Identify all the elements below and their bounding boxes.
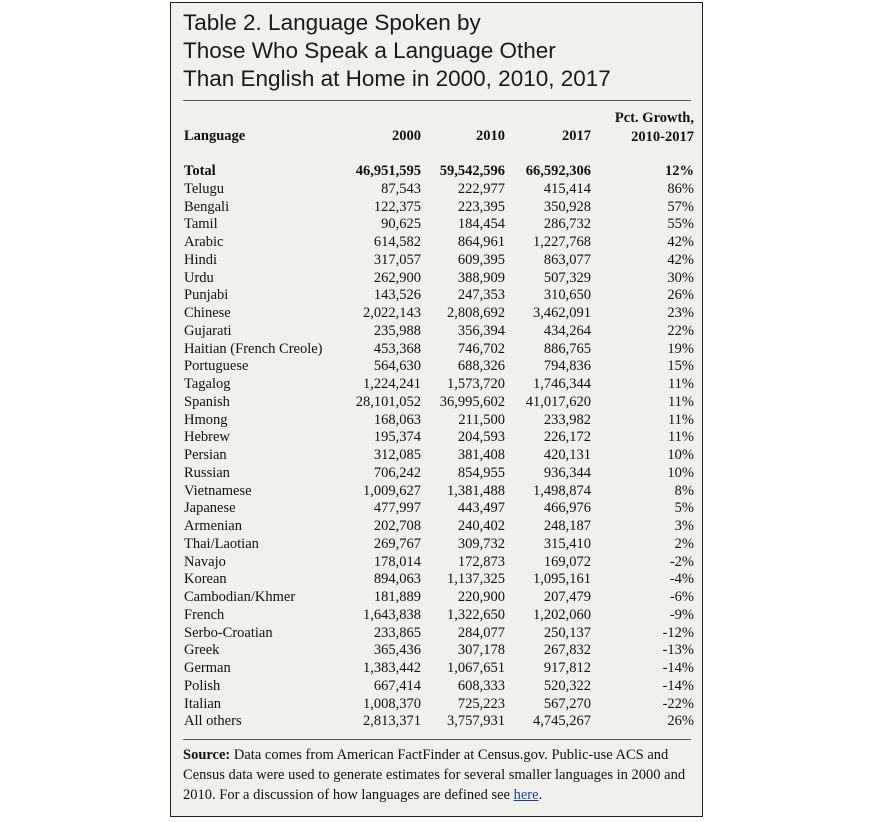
cell-2017: 567,270	[543, 695, 591, 712]
cell-growth: -22%	[662, 695, 694, 712]
cell-growth: -4%	[669, 571, 694, 588]
cell-2000: 894,063	[373, 571, 421, 588]
table-row	[171, 376, 704, 394]
table-row-total	[171, 163, 704, 181]
cell-2017: 310,650	[543, 287, 591, 304]
cell-language: Italian	[184, 695, 222, 712]
cell-2000: 564,630	[373, 358, 421, 375]
cell-growth: 11%	[667, 376, 694, 392]
cell-growth: -12%	[662, 624, 694, 641]
table-row	[171, 625, 704, 643]
cell-2010: 284,077	[457, 624, 505, 641]
cell-2010: 223,395	[457, 198, 505, 215]
cell-language: Thai/Laotian	[184, 535, 259, 552]
table-row	[171, 447, 704, 465]
cell-growth: -13%	[662, 642, 694, 659]
cell-growth: -2%	[669, 553, 694, 570]
cell-2017: 226,172	[543, 429, 591, 446]
cell-2000: 269,767	[373, 535, 421, 552]
cell-2000: 1,008,370	[363, 695, 421, 712]
cell-2017: 41,017,620	[525, 393, 591, 410]
cell-2010: 443,497	[457, 500, 505, 517]
title-line: Table 2. Language Spoken by	[183, 10, 481, 35]
cell-2000: 453,368	[373, 340, 421, 357]
table-row	[171, 483, 704, 501]
table-row	[171, 394, 704, 412]
table-row	[171, 571, 704, 589]
cell-2000: 706,242	[373, 464, 421, 481]
cell-growth: 42%	[667, 234, 694, 250]
cell-language: Telugu	[184, 180, 225, 197]
cell-growth: 23%	[667, 305, 694, 321]
cell-2000: 233,865	[373, 624, 421, 641]
cell-growth: 5%	[674, 500, 694, 517]
cell-growth: 2%	[674, 535, 694, 552]
cell-2010: 184,454	[457, 216, 505, 233]
table-row	[171, 465, 704, 483]
cell-growth: 57%	[667, 198, 694, 215]
cell-2017: 233,982	[543, 411, 591, 428]
cell-growth: 10%	[667, 464, 694, 481]
cell-language: Persian	[184, 447, 227, 463]
cell-2017: 917,812	[543, 660, 591, 676]
table-row	[171, 287, 704, 305]
cell-2000: 1,009,627	[363, 482, 421, 499]
cell-2017: 1,095,161	[533, 571, 591, 588]
cell-2017: 415,414	[543, 180, 591, 197]
cell-2017: 286,732	[543, 216, 591, 233]
cell-language: Urdu	[184, 269, 214, 286]
cell-2017: 1,227,768	[533, 234, 591, 250]
cell-language: Hmong	[184, 411, 228, 428]
table-row	[171, 607, 704, 625]
cell-2010: 307,178	[457, 642, 505, 659]
cell-language: Arabic	[184, 234, 224, 250]
cell-2000: 2,813,371	[363, 713, 421, 730]
table-row	[171, 252, 704, 270]
cell-2010: 309,732	[457, 535, 505, 552]
cell-language: Vietnamese	[184, 482, 252, 499]
cell-language: German	[184, 660, 231, 676]
source-link[interactable]: here	[513, 787, 539, 803]
table-panel	[170, 2, 703, 817]
title-line: Than English at Home in 2000, 2010, 2017	[183, 66, 611, 91]
cell-2000: 312,085	[373, 447, 421, 463]
cell-growth: 26%	[667, 713, 694, 730]
header-2017: 2017	[562, 128, 591, 144]
cell-2010: 725,223	[457, 695, 505, 712]
header-language: Language	[184, 128, 246, 144]
cell-2010: 854,955	[457, 464, 505, 481]
table-row	[171, 642, 704, 660]
cell-language: Russian	[184, 464, 230, 481]
cell-language: Punjabi	[184, 287, 229, 304]
cell-growth: -6%	[669, 589, 694, 605]
cell-2000: 178,014	[373, 553, 421, 570]
cell-2010: 381,408	[457, 447, 505, 463]
cell-2017: 248,187	[543, 518, 591, 534]
cell-language: Hebrew	[184, 429, 230, 446]
cell-2017: 886,765	[543, 340, 591, 357]
cell-growth: 26%	[667, 287, 694, 304]
cell-2017: 1,746,344	[533, 376, 591, 392]
cell-language: Cambodian/Khmer	[184, 589, 296, 605]
cell-2017: 507,329	[543, 269, 591, 286]
cell-2017: 66,592,306	[525, 163, 591, 179]
cell-2017: 250,137	[543, 624, 591, 641]
cell-2010: 746,702	[457, 340, 505, 357]
cell-2017: 169,072	[543, 553, 591, 570]
cell-language: Haitian (French Creole)	[184, 340, 323, 357]
cell-2010: 688,326	[457, 358, 505, 375]
cell-2000: 365,436	[373, 642, 421, 659]
cell-growth: 22%	[667, 322, 694, 339]
table-row	[171, 500, 704, 518]
table-row	[171, 216, 704, 234]
cell-2010: 1,067,651	[447, 660, 505, 676]
cell-growth: 86%	[667, 180, 694, 197]
cell-language: Greek	[184, 642, 220, 659]
table-row	[171, 518, 704, 536]
cell-growth: 11%	[667, 429, 694, 446]
table-row	[171, 429, 704, 447]
cell-language: Total	[184, 163, 216, 179]
cell-language: French	[184, 606, 225, 623]
cell-2017: 794,836	[543, 358, 591, 375]
cell-growth: -14%	[662, 660, 694, 676]
cell-2017: 936,344	[543, 464, 591, 481]
cell-2010: 36,995,602	[439, 393, 505, 410]
cell-language: Japanese	[184, 500, 236, 517]
table-row	[171, 660, 704, 678]
cell-language: Chinese	[184, 305, 231, 321]
cell-2000: 28,101,052	[355, 393, 421, 410]
cell-2010: 247,353	[457, 287, 505, 304]
cell-language: Tagalog	[184, 376, 231, 392]
cell-language: Tamil	[184, 216, 218, 233]
cell-2010: 864,961	[457, 234, 505, 250]
cell-growth: 10%	[667, 447, 694, 463]
cell-2017: 434,264	[543, 322, 591, 339]
cell-2010: 1,573,720	[447, 376, 505, 392]
header-growth	[615, 109, 694, 147]
cell-2010: 240,402	[457, 518, 505, 534]
cell-2000: 317,057	[373, 251, 421, 268]
source-text: Data comes from American FactFinder at Census.gov. Public-use ACS and Census data were used to generate estimates for several smaller languages in 2000 and 2010. For a discussion of how languages are defined see	[183, 747, 686, 803]
cell-2010: 204,593	[457, 429, 505, 446]
title-divider	[183, 100, 691, 101]
title-line: Those Who Speak a Language Other	[183, 38, 556, 63]
cell-growth: 11%	[667, 411, 694, 428]
cell-language: Portuguese	[184, 358, 249, 375]
cell-2017: 3,462,091	[533, 305, 591, 321]
table-row	[171, 589, 704, 607]
cell-2017: 466,976	[543, 500, 591, 517]
cell-2010: 1,322,650	[447, 606, 505, 623]
cell-language: Bengali	[184, 198, 230, 215]
cell-2000: 87,543	[381, 180, 421, 197]
cell-2010: 172,873	[457, 553, 505, 570]
table-row	[171, 554, 704, 572]
cell-2000: 122,375	[373, 198, 421, 215]
cell-2000: 143,526	[373, 287, 421, 304]
cell-2010: 2,808,692	[447, 305, 505, 321]
source-end: .	[538, 787, 543, 803]
cell-language: Navajo	[184, 553, 226, 570]
cell-language: All others	[184, 713, 242, 730]
table-row	[171, 181, 704, 199]
cell-2017: 863,077	[543, 251, 591, 268]
cell-2017: 350,928	[543, 198, 591, 215]
cell-2000: 90,625	[381, 216, 421, 233]
table-row	[171, 323, 704, 341]
cell-growth: -14%	[662, 677, 694, 694]
cell-2000: 235,988	[373, 322, 421, 339]
cell-2017: 4,745,267	[533, 713, 591, 730]
cell-2017: 420,131	[543, 447, 591, 463]
table-row	[171, 696, 704, 714]
cell-2000: 262,900	[373, 269, 421, 286]
table-row	[171, 412, 704, 430]
table-row	[171, 341, 704, 359]
cell-2000: 202,708	[373, 518, 421, 534]
table-body	[171, 163, 704, 731]
cell-2000: 195,374	[373, 429, 421, 446]
table-row	[171, 270, 704, 288]
table-row	[171, 536, 704, 554]
table-header	[171, 109, 704, 149]
table-row	[171, 678, 704, 696]
cell-growth: -9%	[669, 606, 694, 623]
cell-2010: 356,394	[457, 322, 505, 339]
cell-growth: 55%	[667, 216, 694, 233]
cell-language: Gujarati	[184, 322, 232, 339]
cell-2017: 1,498,874	[533, 482, 591, 499]
cell-2010: 608,333	[457, 677, 505, 694]
header-2000: 2000	[392, 128, 421, 144]
source-note	[183, 745, 698, 805]
cell-language: Hindi	[184, 251, 218, 268]
header-growth-line1: Pct. Growth,	[614, 110, 694, 126]
cell-2010: 609,395	[457, 251, 505, 268]
cell-2010: 1,137,325	[447, 571, 505, 588]
cell-2010: 220,900	[457, 589, 505, 605]
cell-2000: 667,414	[373, 677, 421, 694]
cell-language: Polish	[184, 677, 221, 694]
cell-2017: 207,479	[543, 589, 591, 605]
cell-growth: 8%	[674, 482, 694, 499]
cell-2000: 614,582	[373, 234, 421, 250]
cell-2000: 2,022,143	[363, 305, 421, 321]
header-2010: 2010	[476, 128, 505, 144]
cell-language: Spanish	[184, 393, 230, 410]
cell-2017: 520,322	[543, 677, 591, 694]
cell-growth: 42%	[667, 251, 694, 268]
header-growth-line2: 2010-2017	[631, 129, 694, 145]
cell-2000: 46,951,595	[355, 163, 421, 179]
cell-2010: 3,757,931	[447, 713, 505, 730]
cell-growth: 15%	[667, 358, 694, 375]
source-divider	[183, 739, 691, 740]
table-row	[171, 358, 704, 376]
cell-2000: 1,224,241	[363, 376, 421, 392]
cell-2000: 1,643,838	[363, 606, 421, 623]
cell-2010: 388,909	[457, 269, 505, 286]
table-title	[183, 9, 693, 93]
cell-2010: 211,500	[458, 411, 505, 428]
table-row	[171, 713, 704, 731]
table-row	[171, 199, 704, 217]
cell-2010: 59,542,596	[439, 163, 505, 179]
table-row	[171, 234, 704, 252]
cell-growth: 11%	[667, 393, 694, 410]
cell-language: Serbo-Croatian	[184, 624, 273, 641]
cell-language: Korean	[184, 571, 227, 588]
cell-2000: 1,383,442	[363, 660, 421, 676]
cell-2010: 222,977	[457, 180, 505, 197]
cell-2017: 267,832	[543, 642, 591, 659]
cell-growth: 19%	[667, 340, 694, 357]
cell-2000: 477,997	[373, 500, 421, 517]
source-label: Source:	[183, 747, 231, 763]
cell-growth: 12%	[665, 163, 694, 179]
cell-2010: 1,381,488	[447, 482, 505, 499]
cell-2000: 168,063	[373, 411, 421, 428]
cell-2017: 315,410	[543, 535, 591, 552]
cell-2000: 181,889	[373, 589, 421, 605]
table-row	[171, 305, 704, 323]
cell-growth: 30%	[667, 269, 694, 286]
cell-language: Armenian	[184, 518, 242, 534]
cell-2017: 1,202,060	[533, 606, 591, 623]
cell-growth: 3%	[674, 518, 694, 534]
